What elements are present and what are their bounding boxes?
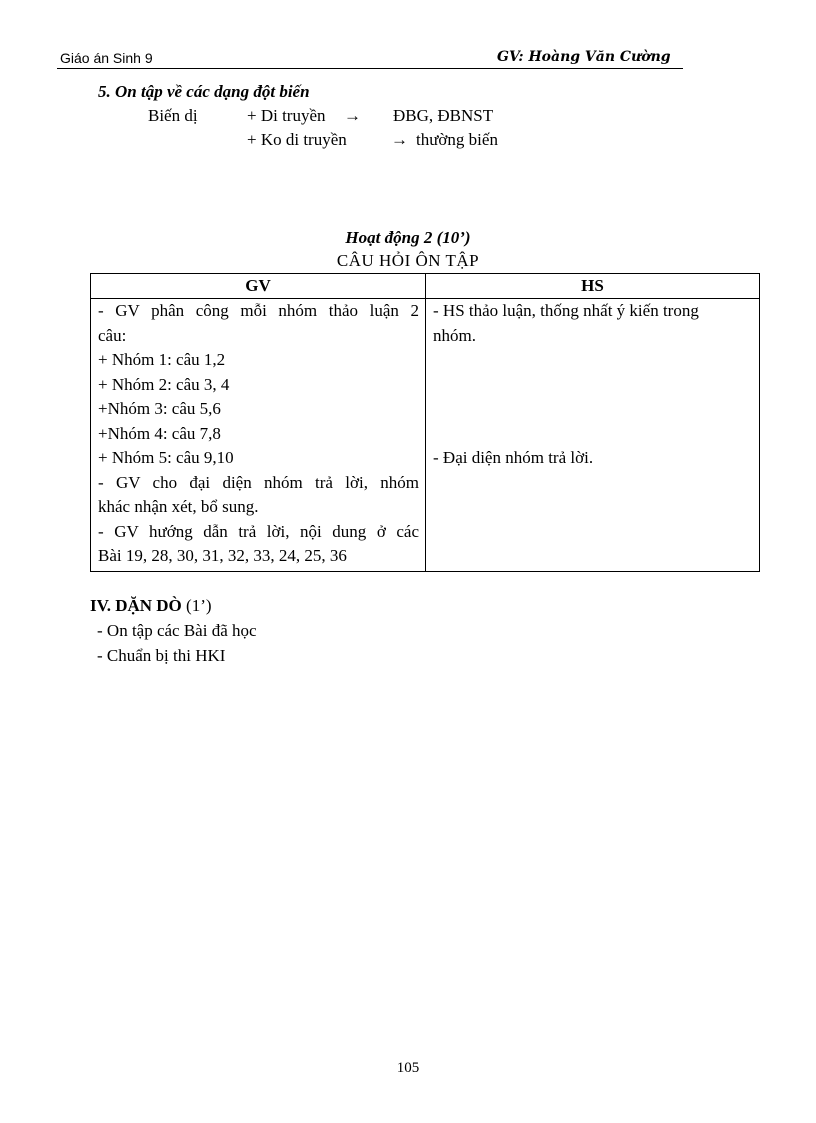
- review-table: [90, 273, 760, 572]
- gv-line: +Nhóm 3: câu 5,6: [98, 399, 221, 418]
- header-hs: HS: [426, 274, 760, 299]
- section-5-title: 5. On tập về các dạng đột biến: [98, 82, 310, 101]
- variation-item-heritable: + Di truyền: [247, 106, 326, 125]
- homework-item: - On tập các Bài đã học: [97, 621, 257, 640]
- section-4-title-text: IV. DẶN DÒ: [90, 596, 182, 615]
- header-author: GV: Hoàng Văn Cường: [497, 49, 671, 65]
- header-left-title: Giáo án Sinh 9: [60, 50, 153, 66]
- page-number: 105: [396, 1060, 420, 1076]
- gv-line: - GV hướng dẫn trả lời, nội dung ở các: [98, 521, 419, 541]
- gv-line: + Nhóm 1: câu 1,2: [98, 350, 226, 369]
- hs-line: - Đại diện nhóm trả lời.: [433, 448, 594, 467]
- homework-item: - Chuẩn bị thi HKI: [97, 646, 226, 665]
- arrow-right-icon: →: [391, 130, 408, 149]
- variation-label: Biến dị: [148, 106, 198, 125]
- arrow-right-icon: →: [344, 106, 361, 125]
- gv-line: + Nhóm 2: câu 3, 4: [98, 374, 230, 394]
- table-row: [91, 299, 760, 572]
- table-header-row: [91, 274, 760, 299]
- section-4-title: [90, 596, 212, 616]
- gv-line: khác nhận xét, bổ sung.: [98, 497, 259, 516]
- variation-result-heritable: ĐBG, ĐBNST: [393, 106, 494, 125]
- hs-line: - HS thảo luận, thống nhất ý kiến trong: [433, 301, 699, 320]
- gv-line: câu:: [98, 325, 127, 345]
- gv-line: Bài 19, 28, 30, 31, 32, 33, 24, 25, 36: [98, 546, 347, 565]
- header-divider: [57, 68, 683, 69]
- gv-cell: [91, 299, 426, 572]
- gv-line: - GV cho đại diện nhóm trả lời, nhóm: [98, 472, 419, 492]
- gv-line: + Nhóm 5: câu 9,10: [98, 448, 234, 467]
- hs-spacer: [433, 348, 753, 446]
- variation-item-nonheritable: + Ko di truyền: [247, 130, 347, 149]
- activity-title: Hoạt động 2 (10’): [345, 228, 471, 247]
- section-4-time: (1’): [186, 596, 212, 615]
- gv-line: - GV phân công mỗi nhóm thảo luận 2: [98, 301, 419, 320]
- hs-line: nhóm.: [433, 325, 476, 345]
- activity-subtitle: CÂU HỎI ÔN TẬP: [336, 251, 480, 270]
- hs-cell: [426, 299, 760, 572]
- header-gv: GV: [91, 274, 426, 299]
- variation-result-nonheritable: thường biến: [416, 130, 498, 149]
- gv-line: +Nhóm 4: câu 7,8: [98, 423, 221, 443]
